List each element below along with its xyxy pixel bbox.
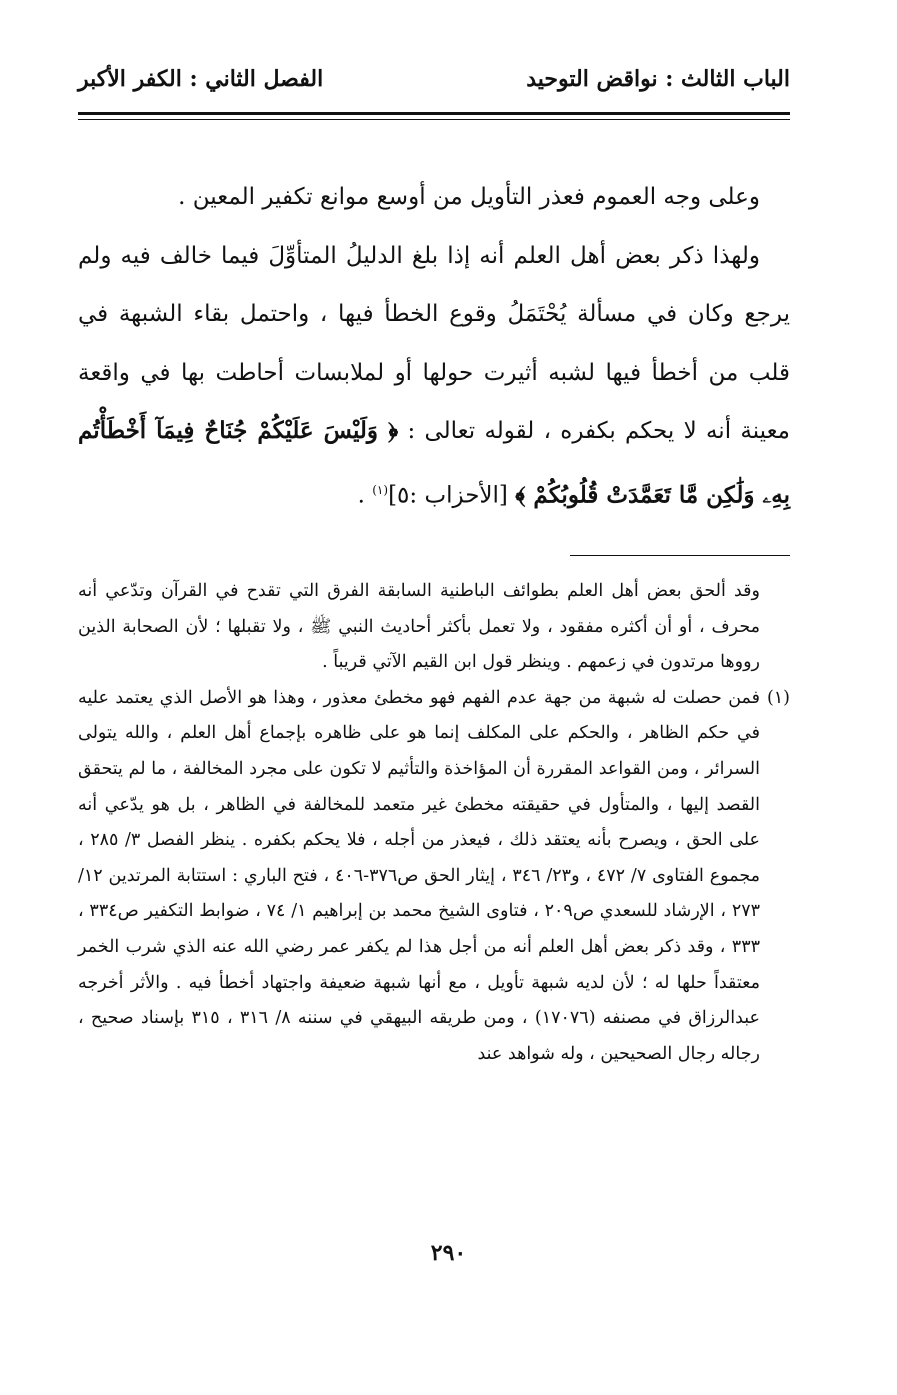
quran-reference: [الأحزاب :٥] [388, 482, 508, 509]
paragraph-2-end: . [357, 482, 365, 509]
quran-verse: ﴿ وَلَيْسَ عَلَيْكُمْ جُنَاحٌ فِيمَآ أَخْطَأْتُم بِهِۦ وَلَٰكِن مَّا تَعَمَّدَتْ قُلُوبُكُمْ ﴾ [78, 417, 790, 509]
header-rule-thin [78, 119, 790, 120]
paragraph-1: وعلى وجه العموم فعذر التأويل من أوسع موانع تكفير المعين . [178, 184, 760, 210]
footnote-1-marker: (١) [766, 687, 790, 708]
section-title: الفصل الثاني : الكفر الأكبر [78, 66, 324, 92]
running-header [78, 66, 790, 106]
footnote-continuation: وقد ألحق بعض أهل العلم بطوائف الباطنية السابقة الفرق التي تقدح في القرآن وتدّعي أنه محرف ، أو أن أكثره مفقود ، ولا تعمل بأكثر أحاديث النبي ﷺ ، ولا تقبلها ؛ لأن الصحابة الذين رووها مرتدون في زعمهم . وينظر قول ابن القيم الآتي قريباً . [78, 581, 760, 673]
header-rule-thick [78, 112, 790, 115]
paragraph-2 [78, 227, 790, 525]
footnotes [78, 574, 790, 1072]
page-number: ٢٩٠ [430, 1240, 467, 1266]
footnote-marker-1: (١) [372, 482, 389, 497]
footnote-1-text: فمن حصلت له شبهة من جهة عدم الفهم فهو مخطئ معذور ، وهذا هو الأصل الذي يعتمد عليه في حكم الظاهر ، والحكم على المكلف إنما هو على ظاهره بإجماع أهل العلم ، والله يتولى السرائر ، ومن القواعد المقررة أن المؤاخذة والتأثيم لا تكون على مجرد المخالفة ، ما لم يتحقق القصد إليها ، والمتأول في حقيقته مخطئ غير متعمد للمخالفة في الظاهر ، بل هو يدّعي أنه على الحق ، ويصرح بأنه يعتقد ذلك ، فيعذر من أجله ، فلا يحكم بكفره . ينظر الفصل ٣/ ٢٨٥ ، مجموع الفتاوى ٧/ ٤٧٢ ، و٢٣/ ٣٤٦ ، إيثار الحق ص٣٧٦-٤٠٦ ، فتح الباري : استتابة المرتدين ١٢/ ٢٧٣ ، الإرشاد للسعدي ص٢٠٩ ، فتاوى الشيخ محمد بن إبراهيم ١/ ٧٤ ، ضوابط التكفير ص٣٣٤ ، ٣٣٣ ، وقد ذكر بعض أهل العلم أنه من أجل هذا لم يكفر عمر رضي الله عنه الذي شرب الخمر معتقداً حلها له ؛ لأن لديه شبهة تأويل ، مع أنها شبهة ضعيفة واجتهاد أخطأ فيه . والأثر أخرجه عبدالرزاق في مصنفه (١٧٠٧٦) ، ومن طريقه البيهقي في سننه ٨/ ٣١٦ ، ٣١٥ بإسناد صحيح ، رجاله رجال الصحيحين ، وله شواهد عند [78, 687, 761, 1064]
paragraph-2-text: ولهذا ذكر بعض أهل العلم أنه إذا بلغ الدليلُ المتأوِّلَ فيما خالف فيه ولم يرجع وكان في مسألة يُحْتَمَلُ وقوع الخطأ فيها ، واحتمل بقاء الشبهة في قلب من أخطأ فيها لشبه أثيرت حولها أو لملابسات أحاطت بها في واقعة معينة أنه لا يحكم بكفره ، لقوله تعالى : [78, 242, 790, 444]
footnote-1 [78, 681, 790, 1073]
chapter-title: الباب الثالث : نواقض التوحيد [526, 66, 790, 92]
main-text [78, 168, 790, 525]
footnote-separator [570, 555, 790, 556]
